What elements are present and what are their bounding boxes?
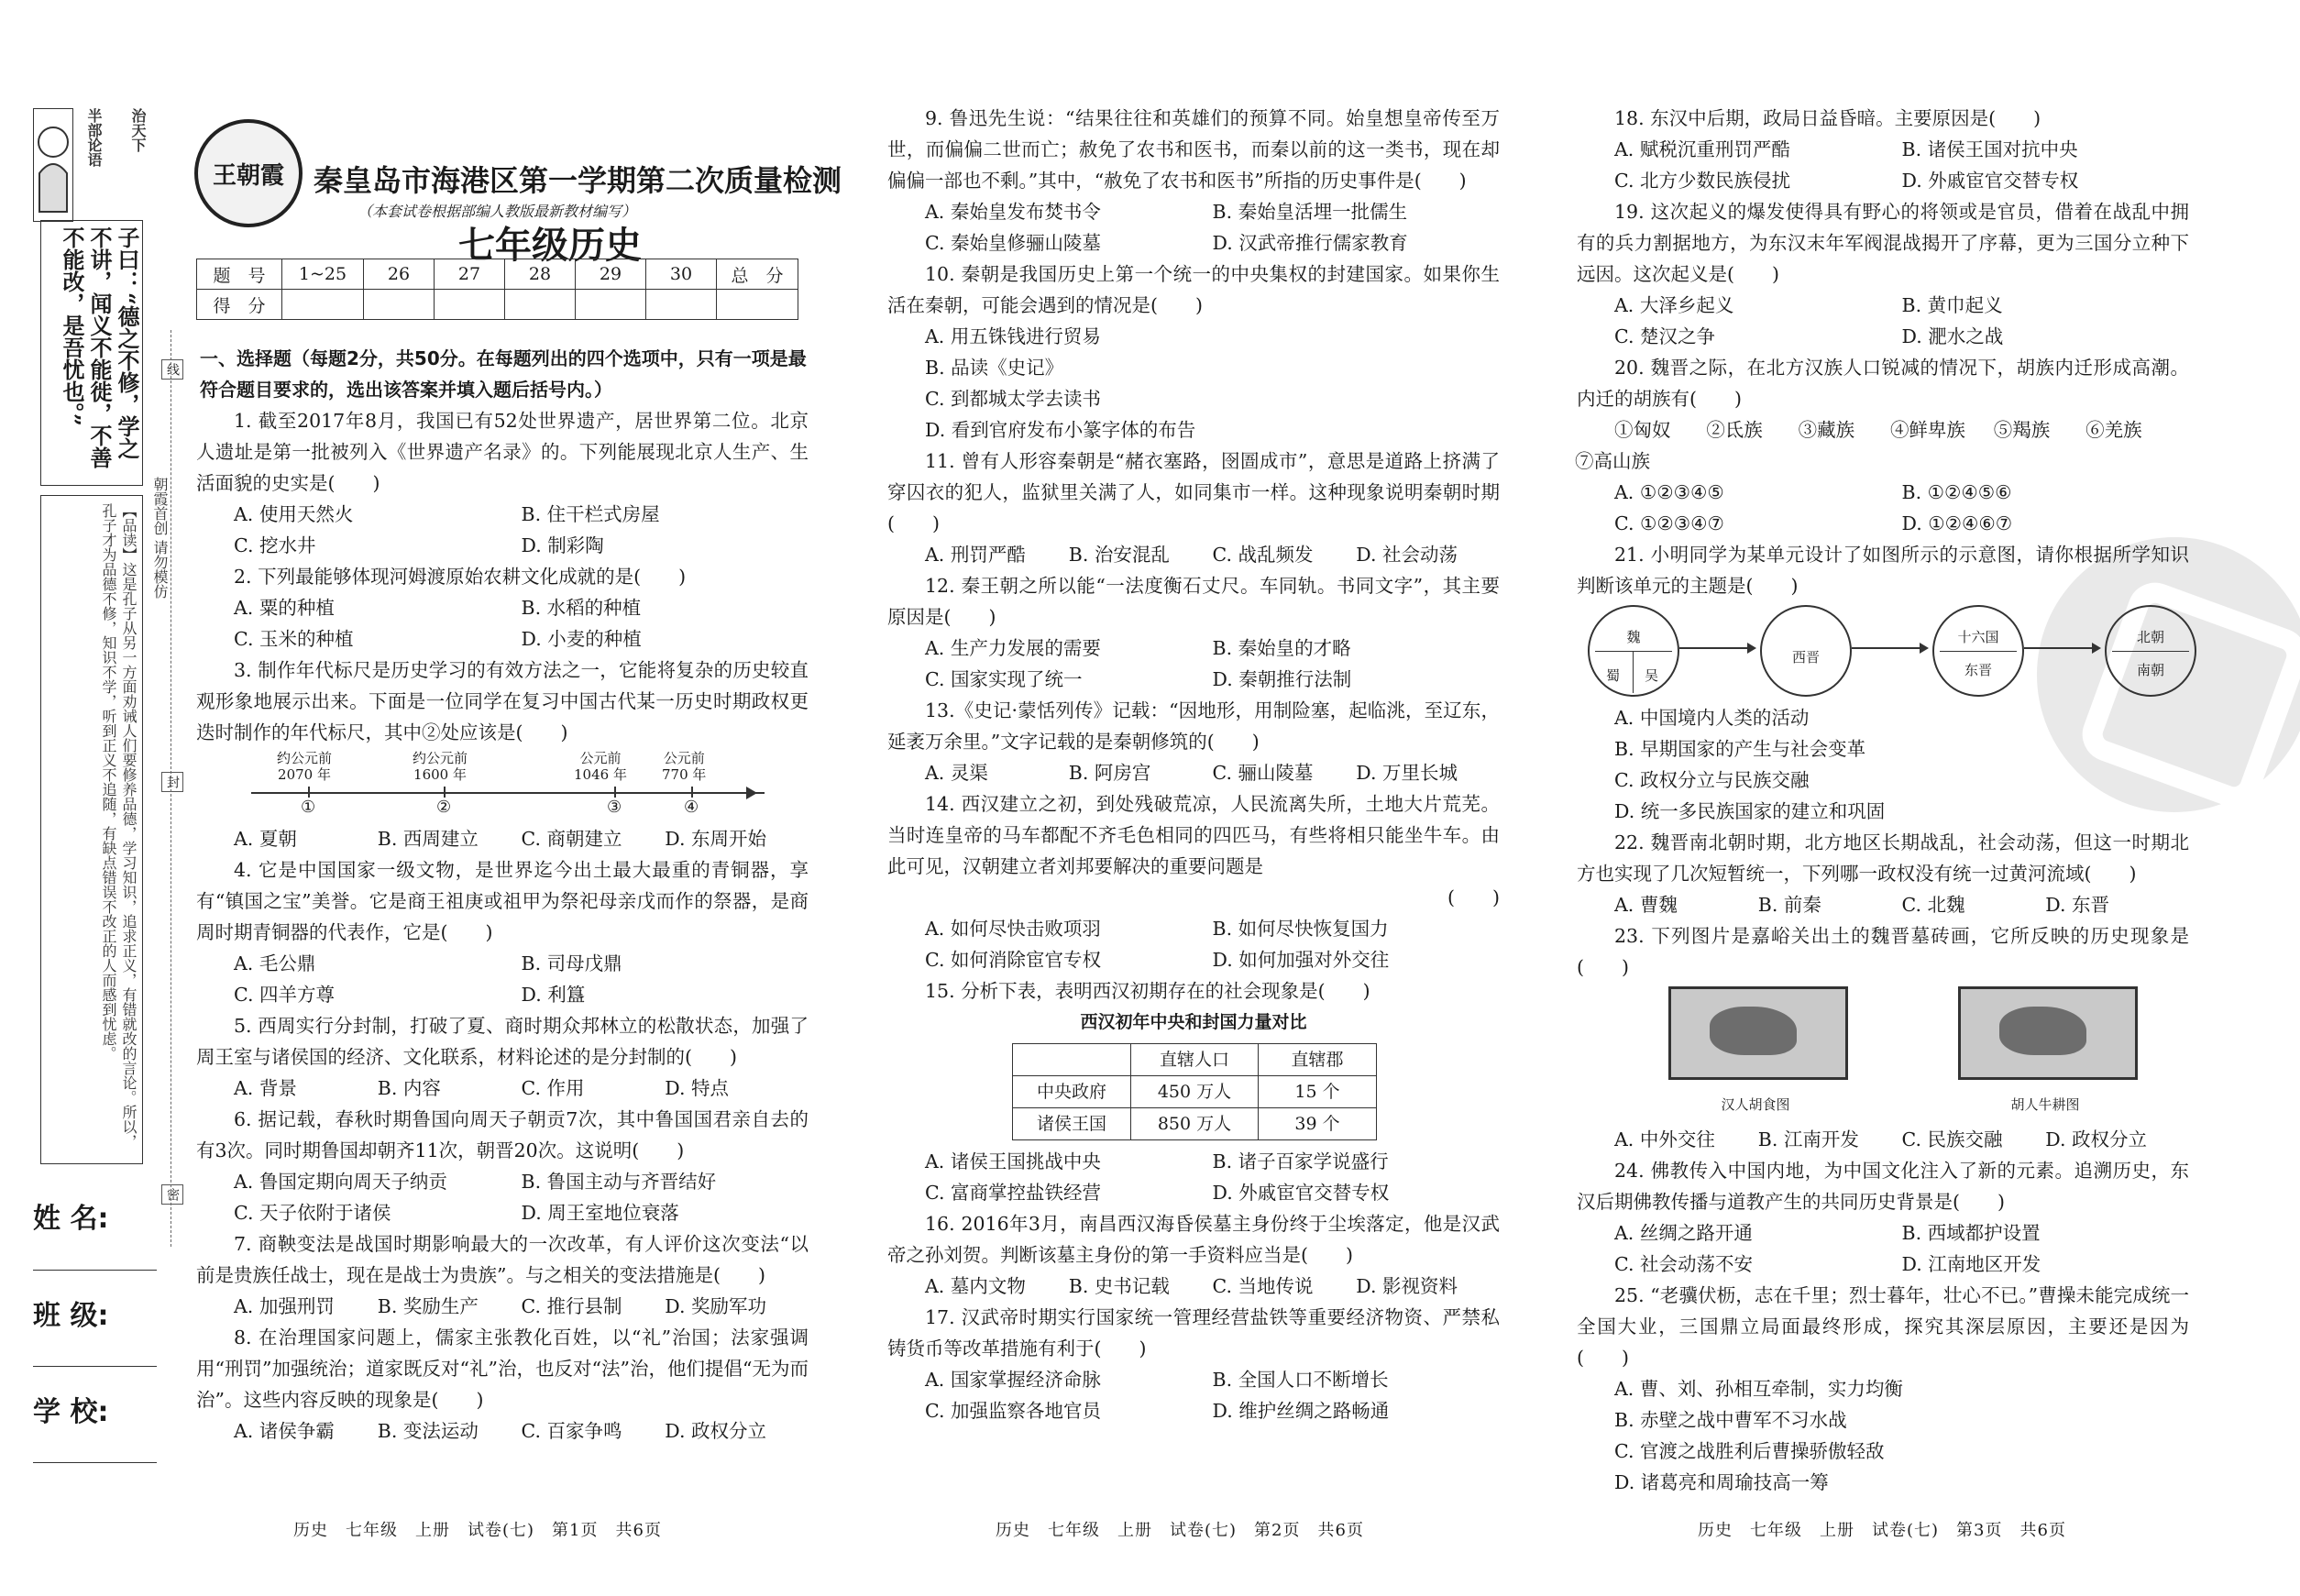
option[interactable]: A. 夏朝 bbox=[234, 828, 297, 850]
option[interactable]: C. 富商掌控盐铁经营 bbox=[925, 1182, 1101, 1204]
page-footer-3: 历史 七年级 上册 试卷(七) 第3页 共6页 bbox=[1698, 1521, 2066, 1540]
question-2: 2. 下列最能够体现河姆渡原始农耕文化成就的是( ) bbox=[234, 566, 687, 588]
option[interactable]: D. 奖励军功 bbox=[665, 1295, 766, 1317]
score-input[interactable] bbox=[505, 290, 576, 320]
option[interactable]: C. 百家争鸣 bbox=[521, 1420, 622, 1442]
option[interactable]: C. 社会动荡不安 bbox=[1614, 1253, 1753, 1275]
option[interactable]: B. 品读《史记》 bbox=[925, 357, 1064, 379]
option[interactable]: B. ①②④⑤⑥ bbox=[1901, 481, 2012, 503]
option[interactable]: D. 万里长城 bbox=[1356, 762, 1458, 784]
diagram-node-4: 北朝 南朝 bbox=[2105, 605, 2196, 697]
option[interactable]: D. 维护丝绸之路畅通 bbox=[1212, 1400, 1390, 1422]
arrow-right-icon bbox=[1852, 647, 1927, 649]
question-24: 24. 佛教传入中国内地，为中国文化注入了新的元素。追溯历史，东汉后期佛教传播与道教产生的共同历史背景是( ) bbox=[1577, 1160, 2189, 1213]
option[interactable]: C. 民族交融 bbox=[1901, 1128, 2003, 1150]
option[interactable]: B. 如何尽快恢复国力 bbox=[1212, 918, 1389, 940]
option[interactable]: B. 西域都护设置 bbox=[1901, 1222, 2041, 1244]
score-cell: 1~25 bbox=[282, 259, 364, 290]
list-item: ③藏族 bbox=[1798, 419, 1855, 441]
option[interactable]: B. 黄巾起义 bbox=[1901, 294, 2003, 316]
ethnic-list bbox=[1577, 414, 2189, 446]
dynasty-diagram bbox=[1577, 601, 2189, 702]
score-cell: 总 分 bbox=[717, 259, 798, 290]
question-8: 8. 在治理国家问题上，儒家主张教化百姓，以“礼”治国；法家强调用“刑罚”加强统治；道家既反对“礼”治，也反对“法”治，他们提倡“无为而治”。这些内容反映的现象是( ) bbox=[196, 1326, 809, 1411]
arrow-right-icon bbox=[746, 787, 757, 799]
score-cell: 27 bbox=[435, 259, 505, 290]
class-label: 班 级: bbox=[33, 1300, 109, 1332]
motto-line1: 半部论语 bbox=[85, 108, 103, 167]
score-input[interactable] bbox=[646, 290, 717, 320]
option[interactable]: D. 政权分立 bbox=[665, 1420, 766, 1442]
option[interactable]: B. 水稻的种植 bbox=[521, 597, 642, 619]
score-input[interactable] bbox=[435, 290, 505, 320]
option[interactable]: D. 诸葛亮和周瑜技高一筹 bbox=[1614, 1471, 1829, 1493]
options-1 bbox=[196, 499, 809, 561]
option[interactable]: A. 粟的种植 bbox=[234, 597, 335, 619]
question-23: 23. 下列图片是嘉峪关出土的魏晋墓砖画，它所反映的历史现象是( ) bbox=[1577, 925, 2189, 978]
option[interactable]: D. 秦朝推行法制 bbox=[1212, 668, 1352, 690]
question-12: 12. 秦王朝之所以能“一法度衡石丈尺。车同轨。书同文字”，其主要原因是( ) bbox=[887, 575, 1500, 628]
options-2 bbox=[196, 592, 809, 655]
seal-mark-3: 密 bbox=[161, 1184, 183, 1205]
score-cell: 得 分 bbox=[197, 290, 282, 320]
option[interactable]: D. 汉武帝推行儒家教育 bbox=[1212, 232, 1408, 254]
painting-caption: 胡人牛耕图 bbox=[2010, 1096, 2080, 1113]
class-line[interactable] bbox=[33, 1366, 157, 1367]
option[interactable]: B. 住干栏式房屋 bbox=[521, 503, 660, 525]
options-21 bbox=[1577, 702, 2189, 827]
options-15 bbox=[887, 1146, 1500, 1208]
option[interactable]: A. 曹魏 bbox=[1614, 894, 1678, 916]
options-24 bbox=[1577, 1217, 2189, 1280]
option[interactable]: C. 商朝建立 bbox=[521, 828, 622, 850]
option[interactable]: C. 当地传说 bbox=[1212, 1275, 1314, 1297]
option[interactable]: B. 诸侯王国对抗中央 bbox=[1901, 138, 2078, 160]
option[interactable]: B. 秦始皇的才略 bbox=[1212, 637, 1351, 659]
options-19 bbox=[1577, 290, 2189, 352]
option[interactable]: A. 灵渠 bbox=[925, 762, 988, 784]
arrow-right-icon bbox=[2024, 647, 2099, 649]
option[interactable]: A. 丝绸之路开通 bbox=[1614, 1222, 1753, 1244]
options-16 bbox=[887, 1271, 1500, 1302]
warning-text: 朝霞首创 请勿模仿 bbox=[151, 477, 169, 600]
option[interactable]: A. ①②③④⑤ bbox=[1614, 481, 1724, 503]
score-cell: 30 bbox=[646, 259, 717, 290]
option[interactable]: D. 制彩陶 bbox=[521, 534, 604, 556]
option[interactable]: A. 使用天然火 bbox=[234, 503, 354, 525]
option[interactable]: D. 周王室地位衰落 bbox=[521, 1202, 679, 1224]
options-4 bbox=[196, 948, 809, 1010]
option[interactable]: D. 外戚宦官交替专权 bbox=[1901, 170, 2079, 192]
option[interactable]: A. 鲁国定期向周天子纳贡 bbox=[234, 1171, 447, 1193]
timeline-num-4: ④ bbox=[684, 798, 699, 817]
question-15: 15. 分析下表，表明西汉初期存在的社会现象是( ) bbox=[925, 980, 1370, 1002]
timeline-label-2: 约公元前 1600 年 bbox=[413, 750, 468, 783]
score-value-row bbox=[197, 290, 798, 320]
options-3 bbox=[196, 823, 809, 854]
options-14 bbox=[887, 913, 1500, 975]
option[interactable]: D. 东周开始 bbox=[665, 828, 766, 850]
option[interactable]: A. 用五铢钱进行贸易 bbox=[925, 325, 1101, 347]
list-item: ⑦高山族 bbox=[1574, 450, 1650, 472]
list-item: ④鲜卑族 bbox=[1889, 419, 1965, 441]
option[interactable]: D. 统一多民族国家的建立和巩固 bbox=[1614, 800, 1886, 822]
options-5 bbox=[196, 1073, 809, 1104]
option[interactable]: A. 大泽乡起义 bbox=[1614, 294, 1734, 316]
timeline-num-1: ① bbox=[301, 798, 316, 817]
options-13 bbox=[887, 757, 1500, 788]
options-20 bbox=[1577, 477, 2189, 539]
painting-caption: 汉人胡食图 bbox=[1721, 1096, 1790, 1113]
question-18: 18. 东汉中后期，政局日益昏暗。主要原因是( ) bbox=[1614, 107, 2041, 129]
options-25 bbox=[1577, 1373, 2189, 1498]
diagram-node-3: 十六国 东晋 bbox=[1932, 605, 2024, 697]
painting-2 bbox=[1958, 986, 2138, 1120]
options-6 bbox=[196, 1166, 809, 1228]
option[interactable]: A. 毛公鼎 bbox=[234, 952, 316, 974]
question-9: 9. 鲁迅先生说：“结果往往和英雄们的预算不同。始皇想皇帝传至万世，而偏偏二世而亡；赦免了农书和医书，而秦以前的这一类书，现在却偏偏一部也不剩。”其中，“赦免了农书和医书”所指的历史事件是( ) bbox=[887, 107, 1500, 192]
option[interactable]: A. 赋税沉重刑罚严酷 bbox=[1614, 138, 1790, 160]
option[interactable]: C. 政权分立与民族交融 bbox=[1614, 769, 1810, 791]
timeline-ruler bbox=[196, 750, 809, 821]
option[interactable]: D. 小麦的种植 bbox=[521, 628, 642, 650]
question-22: 22. 魏晋南北朝时期，北方地区长期战乱，社会动荡，但这一时期北方也实现了几次短暂统一，下列哪一政权没有统一过黄河流域( ) bbox=[1577, 831, 2189, 885]
options-18 bbox=[1577, 134, 2189, 196]
name-line[interactable] bbox=[33, 1270, 157, 1271]
table-title: 西汉初年中央和封国力量对比 bbox=[1080, 1012, 1307, 1032]
question-13: 13.《史记·蒙恬列传》记载：“因地形，用制险塞，起临洮，至辽东，延袤万余里。”文字记载的是秦朝修筑的( ) bbox=[887, 699, 1500, 753]
timeline-label-1: 约公元前 2070 年 bbox=[277, 750, 333, 783]
option[interactable]: C. 天子依附于诸侯 bbox=[234, 1202, 391, 1224]
option[interactable]: D. 利簋 bbox=[521, 984, 586, 1006]
score-cell: 题 号 bbox=[197, 259, 282, 290]
option[interactable]: C. 楚汉之争 bbox=[1614, 325, 1715, 347]
exam-title: 秦皇岛市海港区第一学期第二次质量检测 bbox=[314, 163, 842, 198]
score-cell: 28 bbox=[505, 259, 576, 290]
option[interactable]: C. 北方少数民族侵扰 bbox=[1614, 170, 1790, 192]
question-7: 7. 商鞅变法是战国时期影响最大的一次改革，有人评价这次变法“以前是贵族任战士，现在是战士为贵族”。与之相关的变法措施是( ) bbox=[196, 1233, 809, 1286]
option[interactable]: A. 如何尽快击败项羽 bbox=[925, 918, 1101, 940]
table-row: 直辖人口 直辖郡 bbox=[1013, 1044, 1377, 1076]
option[interactable]: B. 奖励生产 bbox=[377, 1295, 479, 1317]
option[interactable]: B. 江南开发 bbox=[1757, 1128, 1859, 1150]
option[interactable]: A. 诸侯王国挑战中央 bbox=[925, 1150, 1101, 1172]
list-item: ⑤羯族 bbox=[1993, 419, 2051, 441]
options-8 bbox=[196, 1415, 809, 1447]
question-6: 6. 据记载，春秋时期鲁国向周天子朝贡7次，其中鲁国国君亲自去的有3次。同时期鲁国却朝齐11次，朝晋20次。这说明( ) bbox=[196, 1108, 809, 1161]
option[interactable]: B. 前秦 bbox=[1757, 894, 1821, 916]
option[interactable]: A. 中国境内人类的活动 bbox=[1614, 707, 1810, 729]
options-9 bbox=[887, 196, 1500, 259]
option[interactable]: A. 加强刑罚 bbox=[234, 1295, 335, 1317]
score-input[interactable] bbox=[576, 290, 646, 320]
options-11 bbox=[887, 539, 1500, 570]
option[interactable]: B. 鲁国主动与齐晋结好 bbox=[521, 1171, 717, 1193]
option[interactable]: C. 如何消除宦官专权 bbox=[925, 949, 1101, 971]
option[interactable]: B. 治安混乱 bbox=[1068, 544, 1170, 566]
exam-grade: 七年级历史 bbox=[458, 225, 642, 267]
confucius-icon bbox=[34, 109, 72, 221]
score-header-row bbox=[197, 259, 798, 290]
motto-line2: 治天下 bbox=[129, 108, 147, 152]
options-17 bbox=[887, 1364, 1500, 1426]
score-table bbox=[196, 259, 798, 320]
option[interactable]: C. 挖水井 bbox=[234, 534, 316, 556]
option[interactable]: A. 墓内文物 bbox=[925, 1275, 1026, 1297]
option[interactable]: C. 官渡之战胜利后曹操骄傲轻敌 bbox=[1614, 1440, 1885, 1462]
diagram-node-2: 西晋 bbox=[1760, 605, 1852, 697]
option[interactable]: D. 社会动荡 bbox=[1356, 544, 1458, 566]
option[interactable]: B. 史书记载 bbox=[1068, 1275, 1170, 1297]
confucius-quote: 子曰：“德之不修，学之不讲，闻义不能徙，不善不能改，是吾忧也。” bbox=[40, 220, 143, 486]
option[interactable]: A. 生产力发展的需要 bbox=[925, 637, 1101, 659]
option[interactable]: C. 加强监察各地官员 bbox=[925, 1400, 1101, 1422]
option[interactable]: B. 早期国家的产生与社会变革 bbox=[1614, 738, 1866, 760]
score-input[interactable] bbox=[717, 290, 798, 320]
question-19: 19. 这次起义的爆发使得具有野心的将领或是官员，借着在战乱中拥有的兵力割据地方，为东汉末年军阀混战揭开了序幕，更为三国分立种下远因。这次起义是( ) bbox=[1577, 201, 2189, 285]
option[interactable]: A. 诸侯争霸 bbox=[234, 1420, 335, 1442]
option[interactable]: C. 玉米的种植 bbox=[234, 628, 354, 650]
option[interactable]: C. 推行县制 bbox=[521, 1295, 622, 1317]
brick-painting-image bbox=[1958, 986, 2138, 1080]
table-row: 诸侯王国 850 万人 39 个 bbox=[1013, 1108, 1377, 1140]
brick-paintings bbox=[1577, 986, 2189, 1120]
option[interactable]: B. 西周建立 bbox=[377, 828, 479, 850]
question-3: 3. 制作年代标尺是历史学习的有效方法之一，它能将复杂的历史较直观形象地展示出来。下面是一位同学在复习中国古代某一历史时期政权更迭时制作的年代标尺，其中②处应该是( ) bbox=[196, 659, 809, 743]
question-4: 4. 它是中国国家一级文物，是世界迄今出土最大最重的青铜器，享有“镇国之宝”美誉。它是商王祖庚或祖甲为祭祀母亲戊而作的祭器，是商周时期青铜器的代表作，它是( ) bbox=[196, 859, 809, 943]
list-item: ①匈奴 bbox=[1614, 419, 1671, 441]
option[interactable]: A. 背景 bbox=[234, 1077, 297, 1099]
question-14-bracket: ( ) bbox=[1447, 886, 1500, 908]
option[interactable]: D. 如何加强对外交往 bbox=[1212, 949, 1390, 971]
option[interactable]: A. 曹、刘、孙相互牵制，实力均衡 bbox=[1614, 1378, 1903, 1400]
question-14: 14. 西汉建立之初，到处残破荒凉，人民流离失所，土地大片荒芜。当时连皇帝的马车都配不齐毛色相同的四匹马，有些将相只能坐牛车。由此可见，汉朝建立者刘邦要解决的重要问题是 bbox=[887, 793, 1500, 877]
question-25: 25. “老骥伏枥，志在千里；烈士暮年，壮心不已。”曹操未能完成统一全国大业，三国鼎立局面最终形成，探究其深层原因，主要还是因为( ) bbox=[1577, 1284, 2189, 1369]
brick-painting-image bbox=[1668, 986, 1848, 1080]
option[interactable]: D. 东晋 bbox=[2045, 894, 2109, 916]
timeline-label-4: 公元前 770 年 bbox=[662, 750, 707, 783]
option[interactable]: C. 骊山陵墓 bbox=[1212, 762, 1314, 784]
options-23 bbox=[1577, 1124, 2189, 1155]
power-table bbox=[1012, 1043, 1377, 1140]
option[interactable]: C. 秦始皇修骊山陵墓 bbox=[925, 232, 1101, 254]
option[interactable]: C. 到都城太学去读书 bbox=[925, 388, 1101, 410]
option[interactable]: A. 国家掌握经济命脉 bbox=[925, 1369, 1101, 1391]
options-7 bbox=[196, 1291, 809, 1322]
school-line[interactable] bbox=[33, 1462, 157, 1463]
option[interactable]: D. 淝水之战 bbox=[1901, 325, 2004, 347]
question-11: 11. 曾有人形容秦朝是“赭衣塞路，囹圄成市”，意思是道路上挤满了穿囚衣的犯人，监狱里关满了人，如同集市一样。这种现象说明秦朝时期( ) bbox=[887, 450, 1500, 534]
motto-avatar bbox=[33, 108, 73, 222]
score-input[interactable] bbox=[364, 290, 435, 320]
timeline-label-3: 公元前 1046 年 bbox=[574, 750, 627, 783]
question-1: 1. 截至2017年8月，我国已有52处世界遗产，居世界第二位。北京人遗址是第一批被列入《世界遗产名录》的。下列能展现北京人生产、生活面貌的史实是( ) bbox=[196, 410, 809, 494]
option[interactable]: B. 阿房宫 bbox=[1068, 762, 1151, 784]
option[interactable]: C. 战乱频发 bbox=[1212, 544, 1314, 566]
seal-mark-1: 线 bbox=[161, 359, 183, 380]
option[interactable]: D. 江南地区开发 bbox=[1901, 1253, 2041, 1275]
diagram-node-1: 魏 蜀 吴 bbox=[1588, 605, 1679, 697]
option[interactable]: C. ①②③④⑦ bbox=[1614, 512, 1724, 534]
option[interactable]: B. 诸子百家学说盛行 bbox=[1212, 1150, 1389, 1172]
option[interactable]: B. 司母戊鼎 bbox=[521, 952, 622, 974]
question-10: 10. 秦朝是我国历史上第一个统一的中央集权的封建国家。如果你生活在秦朝，可能会遇到的情况是( ) bbox=[887, 263, 1500, 316]
section-heading: 一、选择题（每题2分，共50分。在每题列出的四个选项中，只有一项是最符合题目要求的，选出该答案并填入题后括号内。） bbox=[200, 347, 807, 401]
brand-logo: 王朝霞 bbox=[194, 119, 303, 227]
option[interactable]: A. 秦始皇发布焚书令 bbox=[925, 201, 1101, 223]
options-10 bbox=[887, 321, 1500, 446]
options-12 bbox=[887, 633, 1500, 695]
seal-mark-2: 封 bbox=[161, 772, 183, 792]
option[interactable]: D. 影视资料 bbox=[1356, 1275, 1458, 1297]
name-label: 姓 名: bbox=[33, 1203, 109, 1235]
option[interactable]: D. ①②④⑥⑦ bbox=[1901, 512, 2013, 534]
list-item: ②氐族 bbox=[1706, 419, 1763, 441]
option[interactable]: B. 变法运动 bbox=[377, 1420, 479, 1442]
question-17: 17. 汉武帝时期实行国家统一管理经营盐铁等重要经济物资、严禁私铸货币等改革措施有利于( ) bbox=[887, 1306, 1500, 1359]
option[interactable]: C. 四羊方尊 bbox=[234, 984, 335, 1006]
question-16: 16. 2016年3月，南昌西汉海昏侯墓主身份终于尘埃落定，他是汉武帝之孙刘贺。判断该墓主身份的第一手资料应当是( ) bbox=[887, 1213, 1500, 1266]
column-3 bbox=[1574, 103, 2189, 1498]
school-label: 学 校: bbox=[33, 1396, 109, 1428]
question-20: 20. 魏晋之际，在北方汉族人口锐减的情况下，胡族内迁形成高潮。内迁的胡族有( ) bbox=[1577, 357, 2189, 410]
option[interactable]: B. 全国人口不断增长 bbox=[1212, 1369, 1389, 1391]
option[interactable]: D. 外戚宦官交替专权 bbox=[1212, 1182, 1390, 1204]
exam-subtitle: （本套试卷根据部编人教版最新教材编写） bbox=[358, 203, 637, 220]
score-input[interactable] bbox=[282, 290, 364, 320]
option[interactable]: B. 赤壁之战中曹军不习水战 bbox=[1614, 1409, 1847, 1431]
option[interactable]: D. 特点 bbox=[665, 1077, 729, 1099]
score-cell: 26 bbox=[364, 259, 435, 290]
quote-commentary: 【品读】这是孔子从另一方面劝诫人们要修养品德，学习知识，追求正义，有错就改的言论。所以，孔子才为品德不修，知识不学，听到正义不追随，有缺点错误不改正的人而感到忧虑。 bbox=[40, 495, 143, 1164]
question-5: 5. 西周实行分封制，打破了夏、商时期众邦林立的松散状态，加强了周王室与诸侯国的经济、文化联系，材料论述的是分封制的( ) bbox=[196, 1015, 809, 1068]
timeline-num-2: ② bbox=[436, 798, 452, 817]
list-item: ⑥羌族 bbox=[2085, 419, 2142, 441]
option[interactable]: B. 秦始皇活埋一批儒生 bbox=[1212, 201, 1408, 223]
arrow-right-icon bbox=[1679, 647, 1755, 649]
option[interactable]: D. 政权分立 bbox=[2045, 1128, 2147, 1150]
option[interactable]: C. 作用 bbox=[521, 1077, 585, 1099]
score-cell: 29 bbox=[576, 259, 646, 290]
option[interactable]: D. 看到官府发布小篆字体的布告 bbox=[925, 419, 1196, 441]
timeline-num-3: ③ bbox=[607, 798, 622, 817]
column-2 bbox=[887, 103, 1500, 1426]
option[interactable]: C. 北魏 bbox=[1901, 894, 1965, 916]
option[interactable]: B. 内容 bbox=[377, 1077, 441, 1099]
question-21: 21. 小明同学为某单元设计了如图所示的示意图，请你根据所学知识判断该单元的主题是( ) bbox=[1577, 544, 2189, 597]
page-footer-2: 历史 七年级 上册 试卷(七) 第2页 共6页 bbox=[996, 1521, 1364, 1540]
page-footer-1: 历史 七年级 上册 试卷(七) 第1页 共6页 bbox=[293, 1521, 662, 1540]
column-1 bbox=[196, 343, 809, 1447]
option[interactable]: A. 中外交往 bbox=[1614, 1128, 1715, 1150]
option[interactable]: C. 国家实现了统一 bbox=[925, 668, 1083, 690]
option[interactable]: A. 刑罚严酷 bbox=[925, 544, 1026, 566]
table-row: 中央政府 450 万人 15 个 bbox=[1013, 1076, 1377, 1108]
options-22 bbox=[1577, 889, 2189, 920]
painting-1 bbox=[1668, 986, 1848, 1120]
